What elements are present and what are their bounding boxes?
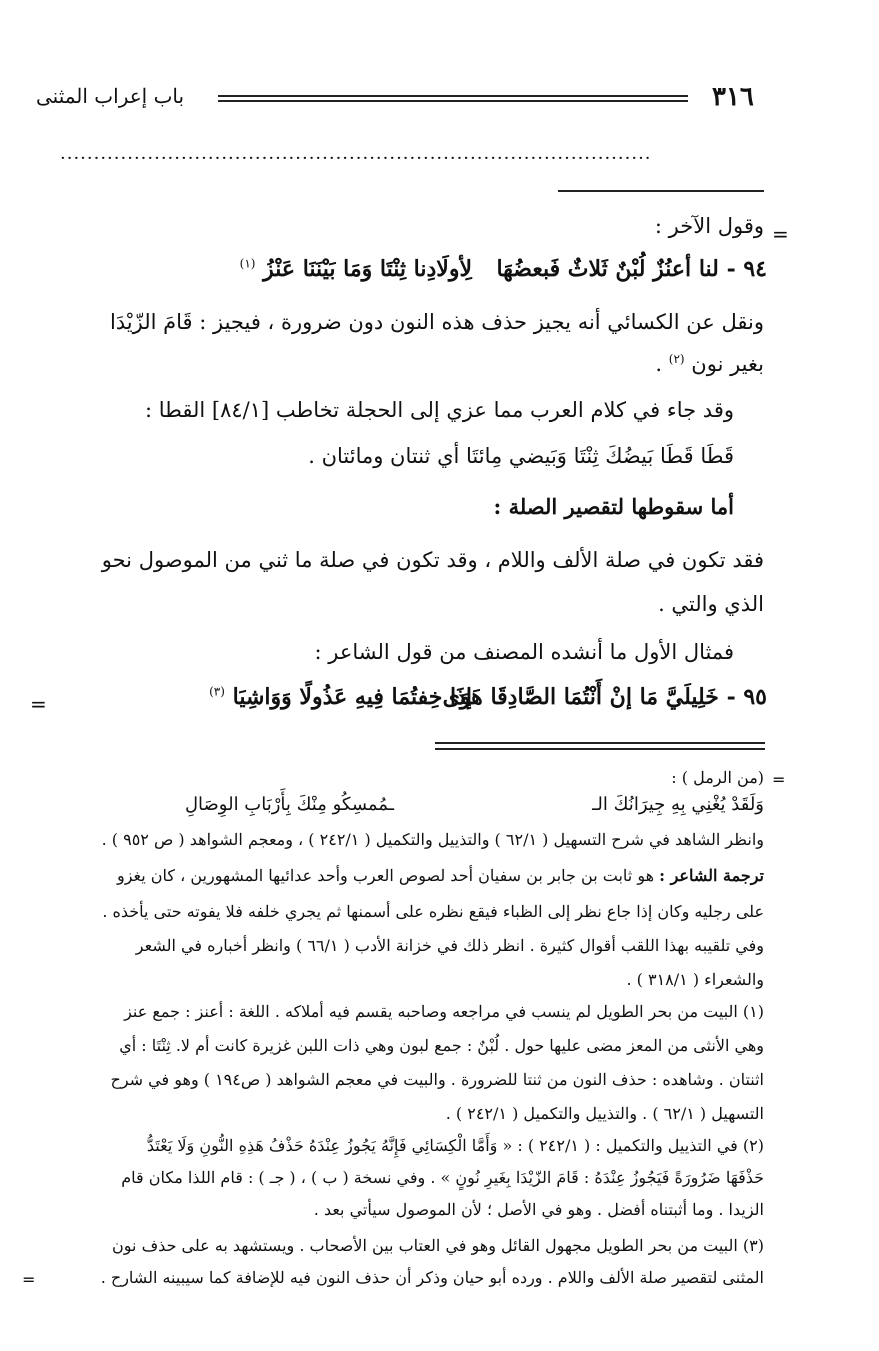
footnote-continuation-mark: = — [772, 770, 786, 789]
verse-94-hemistich-1: ٩٤ - لنا أعنُزٌ لُبْنٌ ثَلاثٌ فَبعضُهَا — [496, 256, 767, 282]
dotted-separator: ························································································ — [60, 148, 652, 166]
footnote-ref: (٢) — [668, 352, 685, 366]
footnote-line: وانظر الشاهد في شرح التسهيل ( ٦٢/١ ) والتذييل والتكميل ( ٢٤٢/١ ) ، ومعجم الشواهد ( ص ٩٥٢ ) . — [101, 830, 764, 849]
footnote-3-line: (٣) البيت من بحر الطويل مجهول القائل وهو في العتاب بين الأصحاب . ويستشهد به على حذف نون — [112, 1236, 764, 1255]
verse-number: ٩٥ - — [726, 684, 767, 710]
footnote-line: والشعراء ( ٣١٨/١ ) . — [626, 970, 764, 989]
section-heading: أما سقوطها لتقصير الصلة : — [493, 494, 734, 519]
footnote-verse-h2: ـمُمسِكُو مِنْكَ بِأَرْبَابِ الوِصَالِ — [184, 794, 394, 815]
continuation-mark: = — [30, 692, 47, 716]
footnote-ref: (١) — [239, 256, 256, 271]
para4: فمثال الأول ما أنشده المصنف من قول الشاعر : — [314, 640, 734, 664]
chapter-title: باب إعراب المثنى — [36, 84, 185, 108]
verse-94-hemistich-2: لِأولَادِنا ثِنْتَا وَمَا بَيْنَنَا عَنْزُ $^{(١)}$ — [239, 256, 472, 282]
footnote-separator-2 — [435, 748, 765, 750]
footnote-2-line: حَذْفَهَا ضَرُورَةً فَيَجُوزُ عِنْدَهُ : قَامَ الزّيْدَا بِغَيرِ نُونٍ » . وفي نسخة ( ب ) ، ( جـ ) : قام اللذا مكان قام — [121, 1168, 764, 1187]
para2-line2: قَطَا قَطَا بَيضُكَ ثِنْتَا وَبَيضي مِائتَا أي ثنتان ومائتان . — [308, 444, 734, 468]
footnote-2-line: (٢) في التذييل والتكميل : ( ٢٤٢/١ ) : « وَأَمَّا الْكِسَائِي فَإِنَّهُ يَجُوزُ عِنْدَهُ حَذْفُ هَذِهِ النُّونِ وَلَا يَعْتَدُّ — [146, 1136, 764, 1155]
footnote-3-continuation-mark: = — [22, 1270, 36, 1289]
footnote-1-line: (١) البيت من بحر الطويل لم ينسب في مراجعه وصاحبه يقسم فيه أملاكه . اللغة : أعنز : جمع عنز — [124, 1002, 764, 1021]
header-rule — [218, 95, 688, 105]
footnote-2-line: الزيدا . وما أثبتناه أفضل . وهو في الأصل ؛ لأن الموصول سيأتي بعد . — [313, 1200, 764, 1219]
footnote-separator — [435, 742, 765, 744]
intro-line: وقول الآخر : — [654, 214, 764, 238]
footnote-line: ترجمة الشاعر : هو ثابت بن جابر بن سفيان أحد لصوص العرب وأحد عدائيها المشهورين ، كان يغزو — [116, 866, 764, 885]
footnote-1-line: اثنتان . وشاهده : حذف النون من ثنتا للضرورة . والبيت في معجم الشواهد ( ص١٩٤ ) وهو في شرح — [110, 1070, 764, 1089]
verse-95-hemistich-1: ٩٥ - خَلِيلَيَّ مَا إنْ أَنْتُمَا الصَّادِقَا هَوَى — [442, 684, 767, 710]
footnote-3-line: المثنى لتقصير صلة الألف واللام . ورده أبو حيان وذكر أن حذف النون فيه للإضافة كما سيبينه الشارح . — [100, 1268, 764, 1287]
para3-line2: الذي والتي . — [658, 592, 764, 616]
verse-95-hemistich-2: إذَا خِفتُمَا فِيهِ عَذُولًا وَوَاشِيَا $^{(٣)}$ — [209, 684, 472, 710]
footnote-line: وفي تلقيبه بهذا اللقب أقوال كثيرة . انظر ذلك في خزانة الأدب ( ٦٦/١ ) وانظر أخباره في الشعر — [135, 936, 764, 955]
verse-number: ٩٤ - — [726, 256, 767, 282]
short-rule — [558, 190, 764, 192]
para1-line1: ونقل عن الكسائي أنه يجيز حذف هذه النون دون ضرورة ، فيجيز : قَامَ الزّيْدَا — [109, 310, 764, 334]
footnote-1-line: وهي الأنثى من المعز مضى عليها حول . لُبْنٌ : جمع لبون وهي ذات اللبن غزيرة كانت أم لا. ثِنْتَا : أي — [119, 1036, 764, 1055]
footnote-verse-h1: وَلَقَدْ يُغْنِي بِهِ جِيرَانُكَ الـ — [592, 794, 764, 815]
page-number: ٣١٦ — [712, 82, 754, 112]
footnote-1-line: التسهيل ( ٦٢/١ ) . والتذييل والتكميل ( ٢٤٢/١ ) . — [445, 1104, 764, 1123]
margin-mark: = — [772, 222, 789, 246]
para1-line2: بغير نون $^{(٢)}$ . — [655, 352, 764, 376]
footnote-line: على رجليه وكان إذا جاع نظر إلى الظباء فيقع نظره على أسمنها ثم يجري خلفه فلا يفوته حتى يأخذه . — [102, 902, 764, 921]
para3-line1: فقد تكون في صلة الألف واللام ، وقد تكون في صلة ما ثني من الموصول نحو — [101, 548, 764, 572]
footnote-meter: (من الرمل ) : — [671, 768, 764, 787]
footnote-ref: (٣) — [209, 684, 225, 699]
para2-line1: وقد جاء في كلام العرب مما عزي إلى الحجلة تخاطب [٨٤/١] القطا : — [145, 398, 734, 422]
